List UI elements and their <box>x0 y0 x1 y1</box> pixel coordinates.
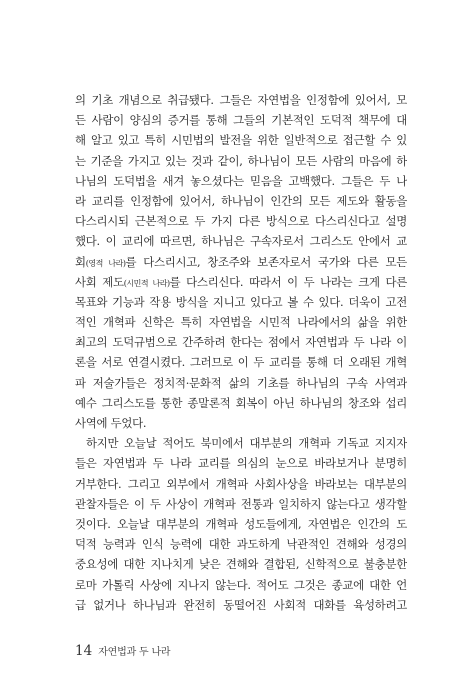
text-line: 하지만 오늘날 적어도 북미에서 대부분의 개혁파 기독교 지지자 <box>86 436 407 451</box>
text-line: 는 기준을 가지고 있는 것과 같이, 하나님이 모든 사람의 마음에 하 <box>75 153 407 168</box>
line-text: 를 다스리시고, 창조주와 보존자로서 국가와 다른 모든 <box>125 254 407 269</box>
text-line: 급 없거나 하나님과 완전히 동떨어진 사회적 대화를 육성하려고 <box>75 597 407 612</box>
text-line: 나님의 도덕법을 새겨 놓으셨다는 믿음을 고백했다. 그들은 두 나 <box>75 173 407 188</box>
annotation-civil-kingdom: (시민적 나라) <box>123 278 170 288</box>
line-text: 를 다스리신다. 따라서 이 두 나라는 크게 다른 <box>169 274 407 289</box>
text-line: 했다. 이 교리에 따르면, 하나님은 구속자로서 그리스도 안에서 교 <box>75 234 407 249</box>
text-line: 거부한다. 그리고 외부에서 개혁파 사회사상을 바라보는 대부분의 <box>75 476 407 491</box>
text-line-with-annotation <box>75 252 407 272</box>
line-text: 회 <box>75 254 86 269</box>
line-text: 사회 제도 <box>75 274 124 289</box>
text-line: 중요성에 대한 지나치게 낮은 견해와 결합된, 신학적으로 불충분한 <box>75 557 407 572</box>
text-line: 로마 가톨릭 사상에 지나지 않는다. 적어도 그것은 종교에 대한 언 <box>75 577 407 592</box>
text-line: 예수 그리스도를 통한 종말론적 회복이 아닌 하나님의 창조와 섭리 <box>75 395 407 410</box>
text-line: 들은 자연법과 두 나라 교리를 의심의 눈으로 바라보거나 분명히 <box>75 456 407 471</box>
text-line-with-annotation <box>75 272 407 292</box>
text-line: 라 교리를 인정함에 있어서, 하나님이 인간의 모든 제도와 활동을 <box>75 193 407 208</box>
text-line: 적인 개혁파 신학은 특히 자연법을 시민적 나라에서의 삶을 위한 <box>75 315 407 330</box>
text-line: 의 기초 개념으로 취급됐다. 그들은 자연법을 인정함에 있어서, 모 <box>75 93 407 107</box>
annotation-spiritual-kingdom: (영적 나라) <box>85 258 126 268</box>
text-line: 든 사람이 양심의 증거를 통해 그들의 기본적인 도덕적 책무에 대 <box>75 113 407 128</box>
page-footer <box>75 643 170 659</box>
running-title: 자연법과 두 나라 <box>98 647 171 658</box>
text-line: 파 저술가들은 정치적·문화적 삶의 기초를 하나님의 구속 사역과 <box>75 375 407 390</box>
text-line: 목표와 기능과 작용 방식을 지니고 있다고 볼 수 있다. 더욱이 고전 <box>75 294 407 309</box>
text-line: 관찰자들은 이 두 사상이 개혁파 전통과 일치하지 않는다고 생각할 <box>75 496 407 511</box>
text-line: 론을 서로 연결시켰다. 그러므로 이 두 교리를 통해 더 오래된 개혁 <box>75 355 407 370</box>
text-line: 최고의 도덕규범으로 간주하려 한다는 점에서 자연법과 두 나라 이 <box>75 335 407 350</box>
text-line: 것이다. 오늘날 대부분의 개혁파 성도들에게, 자연법은 인간의 도 <box>75 516 407 531</box>
text-line: 사역에 두었다. <box>75 416 147 430</box>
page-number: 14 <box>75 643 93 659</box>
body-text <box>75 90 407 615</box>
text-line: 해 알고 있고 특히 시민법의 발전을 위한 일반적으로 접근할 수 있 <box>75 133 407 148</box>
text-line: 다스리시되 근본적으로 두 가지 다른 방식으로 다스리신다고 설명 <box>75 214 407 229</box>
text-line: 덕적 능력과 인식 능력에 대한 과도하게 낙관적인 견해와 성경의 <box>75 537 407 552</box>
